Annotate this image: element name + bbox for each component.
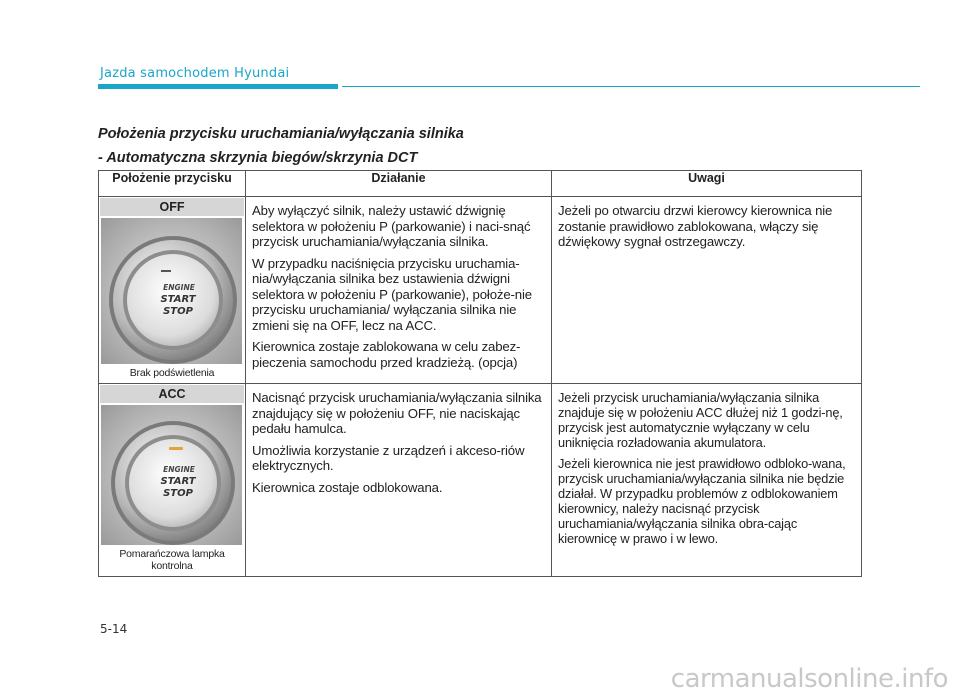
button-positions-table <box>98 170 862 577</box>
position-caption: Pomarańczowa lampka kontrolna <box>119 548 225 572</box>
action-cell <box>246 197 552 384</box>
watermark: carmanualsonline.info <box>670 664 948 694</box>
notes-cell <box>552 384 862 577</box>
notes-paragraph: Jeżeli po otwarciu drzwi kierowcy kierownica nie zostanie prawidłowo zablokowana, włączy się dźwiękowy sygnał ostrzegawczy. <box>558 203 833 249</box>
table-header-row <box>99 171 862 197</box>
stop-text: STOP <box>163 306 193 317</box>
section-title: Jazda samochodem Hyundai <box>100 66 290 81</box>
action-cell <box>246 384 552 577</box>
action-paragraph: Nacisnąć przycisk uruchamiania/wyłączania silnika znajdujący się w położeniu OFF, nie naciskając pedału hamulca. <box>252 390 542 436</box>
header-rule-thin <box>342 86 920 87</box>
action-paragraph: Umożliwia korzystanie z urządzeń i akceso-riów elektrycznych. <box>252 442 525 473</box>
notes-cell <box>552 197 862 384</box>
engine-start-stop-button-image <box>101 218 242 364</box>
engine-text: ENGINE <box>163 283 195 292</box>
position-cell <box>99 197 246 384</box>
column-header-notes: Uwagi <box>552 171 862 197</box>
action-paragraph: Kierownica zostaje zablokowana w celu zabez-pieczenia samochodu przed kradzieżą. (opcja) <box>252 339 521 370</box>
table-heading-line2: - Automatyczna skrzynia biegów/skrzynia DCT <box>98 150 418 166</box>
position-caption: Brak podświetlenia <box>129 367 215 379</box>
column-header-action: Działanie <box>246 171 552 197</box>
table-row <box>99 197 862 384</box>
position-cell <box>99 384 246 577</box>
action-paragraph: Kierownica zostaje odblokowana. <box>252 479 443 495</box>
header-rule-thick <box>98 84 338 89</box>
start-text: START <box>160 476 196 487</box>
action-paragraph: Aby wyłączyć silnik, należy ustawić dźwignię selektora w położeniu P (parkowanie) i naci-snąć przycisk uruchamiania/wyłączania silnika. <box>252 203 531 249</box>
notes-paragraph: Jeżeli przycisk uruchamiania/wyłączania silnika znajduje się w położeniu ACC dłużej niż 1 godzi-nę, przycisk jest automatycznie wyłączany w celu uniknięcia rozładowania akumulatora. <box>558 390 843 450</box>
engine-text: ENGINE <box>163 465 195 474</box>
position-label: OFF <box>100 198 244 216</box>
table-heading-line1: Położenia przycisku uruchamiania/wyłączania silnika <box>98 126 464 142</box>
stop-text: STOP <box>163 488 193 499</box>
notes-paragraph: Jeżeli kierownica nie jest prawidłowo odbloko-wana, przycisk uruchamiania/wyłączania silnika nie będzie działał. W przypadku problemów z odblokowaniem kierownicy, należy nacisnąć przycisk uruchamiania/wyłączania silnika obra-cając kierownicę w prawo i w lewo. <box>558 456 846 546</box>
acc-indicator-lamp <box>169 447 183 450</box>
start-text: START <box>160 294 196 305</box>
column-header-position: Położenie przycisku <box>99 171 246 197</box>
action-paragraph: W przypadku naciśnięcia przycisku uruchamia-nia/wyłączania silnika bez ustawienia dźwigni selektora w położeniu P (parkowanie), położe-nie przycisku uruchamiania/ wyłączania silnika nie zmieni się na OFF, lecz na ACC. <box>252 255 532 333</box>
engine-start-stop-button-image <box>101 405 242 545</box>
page-number: 5-14 <box>100 622 128 636</box>
table-row <box>99 384 862 577</box>
position-label: ACC <box>100 385 244 403</box>
